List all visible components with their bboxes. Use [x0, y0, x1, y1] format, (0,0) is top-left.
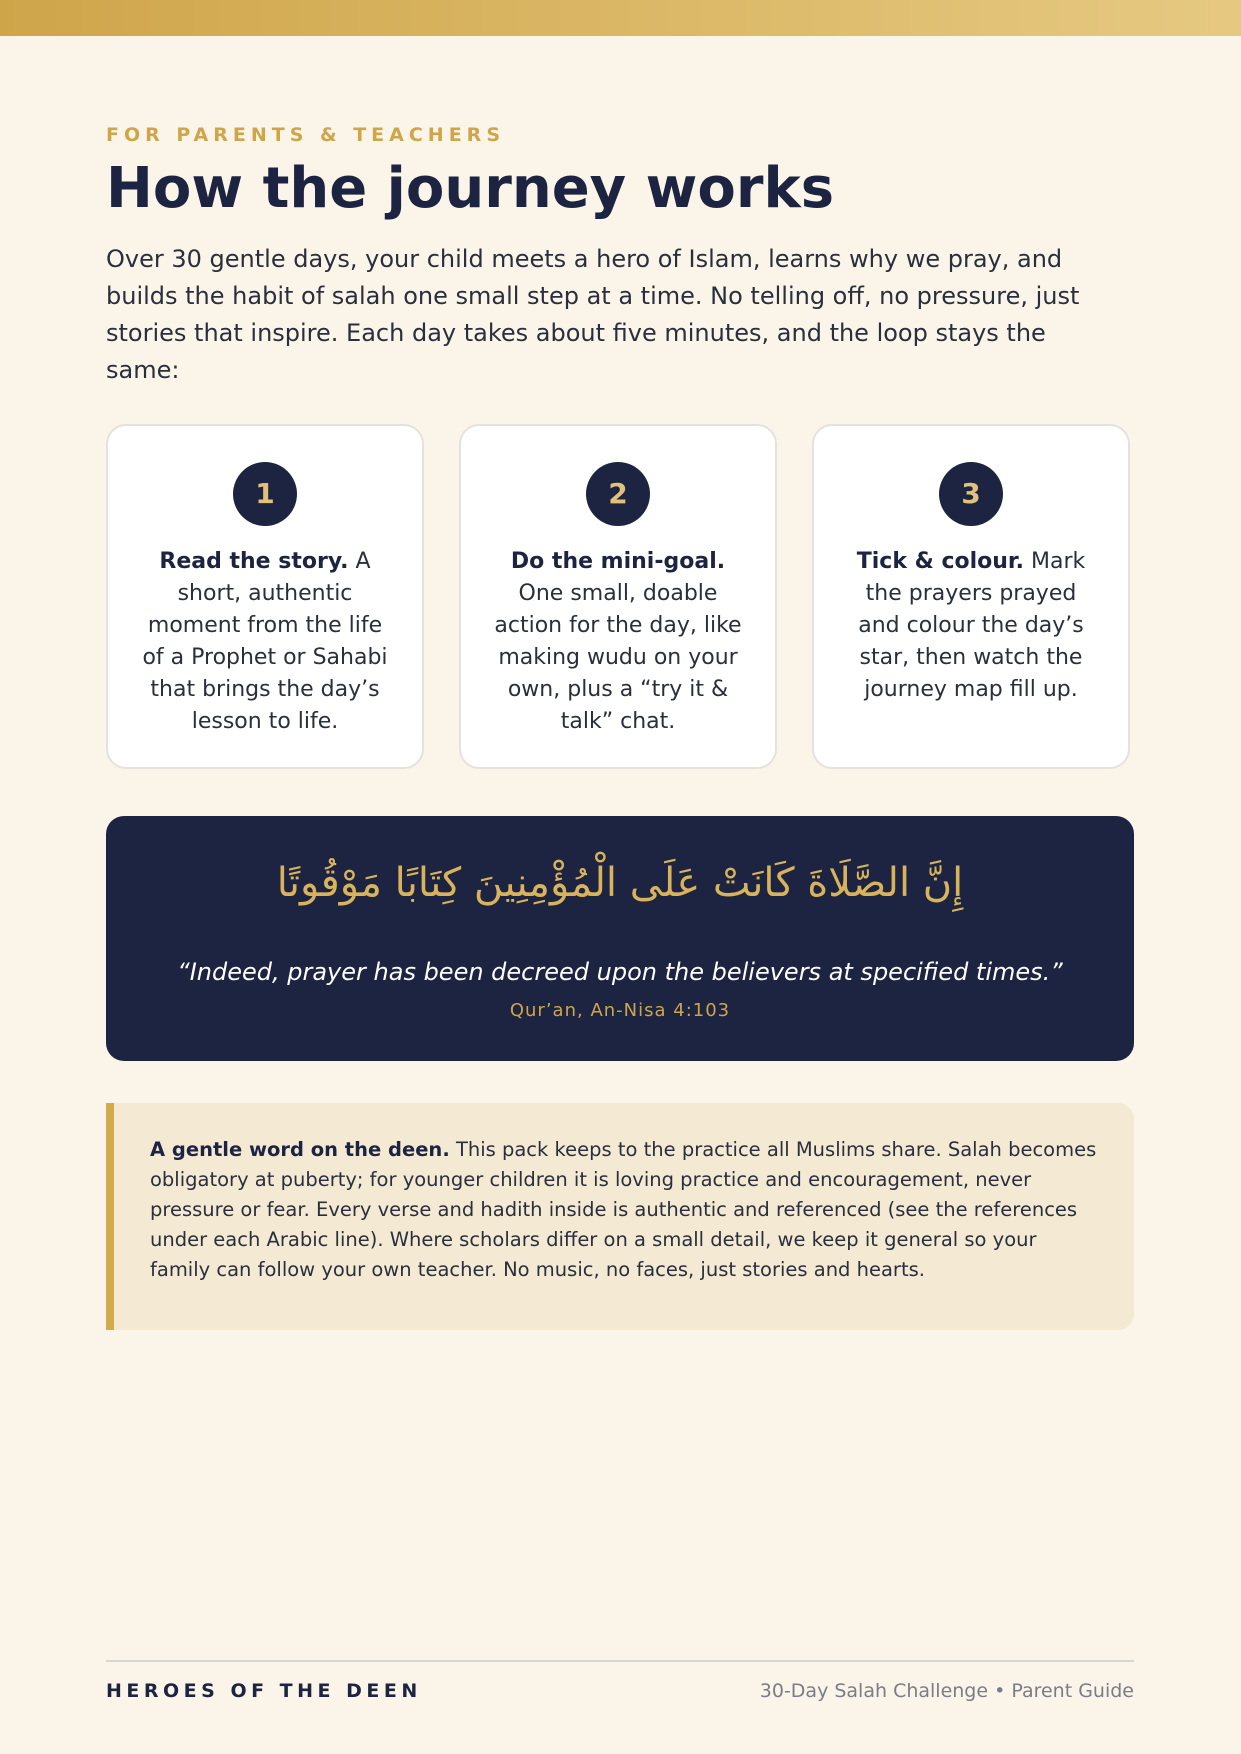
step-body: One small, doable action for the day, like making wudu on your own, plus a “try it & talk” chat. — [494, 581, 742, 734]
verse-translation: “Indeed, prayer has been decreed upon the believers at specified times.” — [177, 958, 1063, 986]
steps-cards — [106, 424, 1134, 773]
step-number-badge: 1 — [233, 462, 297, 526]
quran-quote-box — [106, 816, 1134, 1061]
verse-reference: Qur’an, An-Nisa 4:103 — [509, 1000, 731, 1021]
step-card-3 — [812, 424, 1130, 769]
note-text — [150, 1135, 1098, 1285]
eyebrow-label: FOR PARENTS & TEACHERS — [106, 124, 505, 146]
page-title: How the journey works — [106, 156, 835, 221]
footer-brand: HEROES OF THE DEEN — [106, 1680, 422, 1702]
step-description — [491, 546, 745, 738]
footer-subtitle: 30-Day Salah Challenge • Parent Guide — [759, 1680, 1134, 1702]
step-title: Tick & colour. — [856, 549, 1025, 574]
step-description — [138, 546, 392, 738]
note-body: This pack keeps to the practice all Muslims share. Salah becomes obligatory at puberty; for younger children it is loving practice and encouragement, never pressure or fear. Every verse and hadith inside is authentic and referenced (see the references under each Arabic line). Where scholars differ on a small detail, we keep it general so your family can follow your own teacher. No music, no faces, just stories and hearts. — [150, 1138, 1097, 1281]
deen-note-callout — [106, 1103, 1134, 1330]
step-body: A short, authentic moment from the life of a Prophet or Sahabi that brings the day’s lesson to life. — [142, 549, 388, 734]
note-title: A gentle word on the deen. — [150, 1138, 450, 1161]
intro-paragraph: Over 30 gentle days, your child meets a hero of Islam, learns why we pray, and builds the habit of salah one small step at a time. No telling off, no pressure, just stories that inspire. Each day takes about five minutes, and the loop stays the same: — [106, 245, 1080, 384]
footer-divider — [106, 1660, 1134, 1662]
step-description — [844, 546, 1098, 706]
top-accent-bar — [0, 0, 1241, 36]
step-title: Read the story. — [159, 549, 349, 574]
step-card-2 — [459, 424, 777, 769]
step-number-badge: 3 — [939, 462, 1003, 526]
arabic-verse: إِنَّ الصَّلَاةَ كَانَتْ عَلَى الْمُؤْمِنِينَ كِتَابًا مَوْقُوتًا — [276, 860, 964, 906]
step-card-1 — [106, 424, 424, 769]
step-number-badge: 2 — [586, 462, 650, 526]
step-title: Do the mini-goal. — [510, 549, 726, 574]
step-body: Mark the prayers prayed and colour the day’s star, then watch the journey map fill up. — [858, 549, 1086, 702]
